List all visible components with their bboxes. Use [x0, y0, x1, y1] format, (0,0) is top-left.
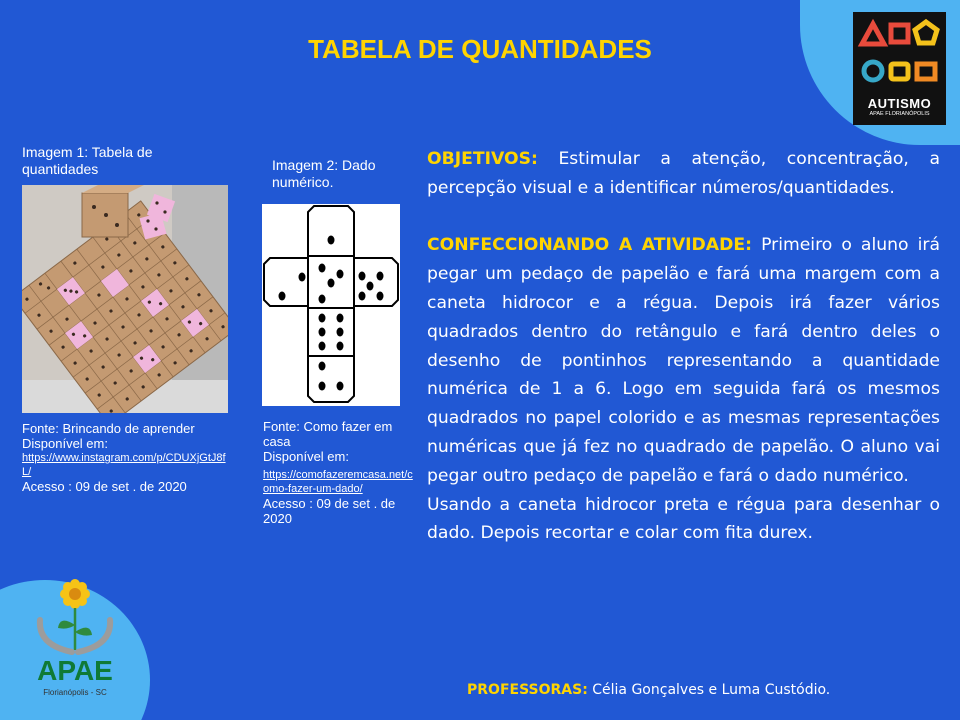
autismo-logo-subtext: APAE FLORIANÓPOLIS — [869, 111, 930, 117]
making-paragraph — [427, 231, 940, 490]
image2-caption: Imagem 2: Dado numérico. — [272, 157, 376, 190]
footer-names: Célia Gonçalves e Luma Custódio. — [587, 682, 831, 698]
image2-source-label: Fonte: Como fazer em casa — [263, 419, 393, 449]
image1-source — [22, 421, 232, 494]
objectives-label: OBJETIVOS: — [427, 149, 538, 169]
objectives-text: Estimular a atenção, concentração, a percepção visual e a identificar números/quantidades. — [427, 149, 940, 198]
objectives-paragraph — [427, 145, 940, 203]
footer-label: PROFESSORAS: — [467, 682, 588, 698]
autismo-logo-text: AUTISMO — [867, 96, 932, 111]
image1-caption: Imagem 1: Tabela de quantidades — [22, 144, 153, 177]
autismo-shapes-icon — [853, 12, 946, 96]
making-text: Primeiro o aluno irá pegar um pedaço de papelão e fará uma margem com a caneta hidrocor e a régua. Depois irá fazer vários quadrados dentro do retângulo e fará dentro deles o desenho de pontinhos representando a quantidade numérica de 1 a 6. Logo em seguida fará os mesmos quadrados no papel colorido e as mesmas representações numéricas que já fez no quadrado de papelão. O aluno vai pegar outro pedaço de papelão e fará o dado numérico. — [427, 235, 940, 486]
apae-logo-text: APAE — [37, 655, 113, 686]
image1-link[interactable]: https://www.instagram.com/p/CDUXjGtJ8fL/ — [22, 452, 226, 478]
image2-available-label: Disponível em: — [263, 449, 349, 464]
image2-access: Acesso : 09 de set . de 2020 — [263, 496, 396, 526]
apae-logo — [20, 570, 140, 710]
image1-photo — [22, 185, 228, 413]
apae-logo-subtext: Florianópolis - SC — [43, 688, 107, 697]
image1-available-label: Disponível em: — [22, 436, 108, 451]
page-title: TABELA DE QUANTIDADES — [308, 34, 652, 64]
description-text — [427, 145, 940, 548]
autismo-logo — [853, 12, 946, 125]
image2-link[interactable]: https://comofazeremcasa.net/como-fazer-um-dado/ — [263, 469, 413, 495]
footer — [467, 682, 830, 698]
making-label: CONFECCIONANDO A ATIVIDADE: — [427, 235, 752, 256]
making-paragraph-2: Usando a caneta hidrocor preta e régua para desenhar o dado. Depois recortar e colar com fita durex. — [427, 494, 940, 544]
image1-access: Acesso : 09 de set . de 2020 — [22, 479, 187, 494]
image2-source — [263, 419, 413, 526]
image2-dice-net — [262, 204, 400, 406]
apae-flower-icon — [20, 570, 130, 658]
image1-source-label: Fonte: Brincando de aprender — [22, 421, 195, 436]
